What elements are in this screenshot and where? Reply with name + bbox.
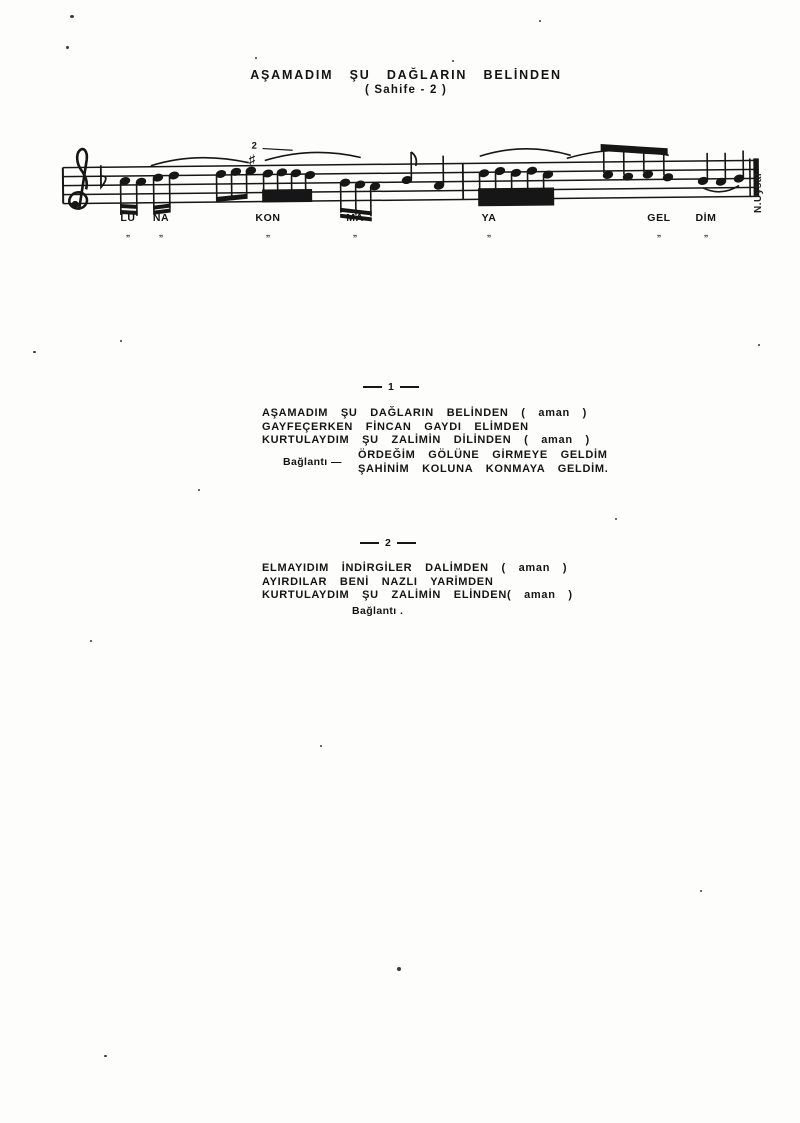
refrain-line: ŞAHİNİM KOLUNA KONMAYA GELDİM. [358, 462, 609, 475]
ditto-mark: „ [486, 228, 492, 238]
lyric-syllable [346, 213, 364, 239]
note-group-7 [601, 143, 674, 182]
tuplet-number: 2 [251, 140, 257, 152]
speckle [33, 351, 36, 353]
lyric-syllable [482, 213, 497, 239]
refrain-line: ÖRDEĞİM GÖLÜNE GİRMEYE GELDİM [358, 449, 608, 461]
speckle [615, 518, 617, 520]
syllable-text: DİM [695, 212, 717, 224]
speckle [320, 745, 322, 747]
note-group-1 [119, 176, 146, 216]
treble-clef-icon [69, 149, 88, 209]
verse2-lines [262, 562, 573, 603]
verse-line: GAYFEÇERKEN FİNCAN GAYDI ELİMDEN [262, 420, 529, 433]
marker-dash [363, 386, 382, 389]
lyric-syllable [153, 213, 169, 239]
syllable-text: NA [152, 212, 170, 224]
slur-1 [151, 157, 249, 166]
note-group-8 [697, 151, 744, 193]
speckle [397, 967, 401, 971]
marker-dash [360, 542, 379, 545]
syllable-text: LU [120, 212, 136, 224]
verse1-refrain [358, 449, 609, 476]
verse1-marker [363, 381, 419, 393]
ditto-mark: „ [703, 228, 709, 238]
verse-line: AŞAMADIM ŞU DAĞLARIN BELİNDEN ( aman ) [262, 407, 588, 419]
marker-dash [397, 542, 416, 545]
speckle [758, 344, 760, 346]
slur-2 [265, 152, 361, 161]
baglanti-note: Bağlantı . [352, 605, 404, 617]
sharp-accidental-icon: ♯ [248, 151, 256, 167]
speckle [70, 15, 74, 18]
speckle [66, 46, 69, 49]
ditto-mark: „ [656, 228, 662, 238]
speckle [700, 890, 702, 892]
syllable-text: MA [346, 212, 364, 224]
verse2-marker [360, 537, 416, 549]
lyric-syllable [695, 213, 716, 239]
speckle [120, 340, 122, 342]
verse-line: KURTULAYDIM ŞU ZALİMİN ELİNDEN( aman ) [262, 589, 573, 602]
eighth-note [401, 152, 416, 185]
syllable-text: GEL [647, 212, 671, 224]
marker-dash [400, 386, 419, 389]
ditto-mark: „ [352, 228, 358, 238]
lyric-syllable [647, 213, 670, 239]
syllable-text: YA [481, 212, 497, 224]
lyric-syllable [255, 213, 280, 239]
tie-below [703, 186, 739, 192]
song-title: AŞAMADIM ŞU DAĞLARIN BELİNDEN [250, 68, 562, 82]
ditto-mark: „ [125, 228, 131, 238]
key-signature-accidental [101, 165, 106, 187]
ditto-mark: „ [158, 228, 164, 238]
speckle [198, 489, 200, 491]
verse-line: ELMAYIDIM İNDİRGİLER DALİMDEN ( aman ) [262, 562, 568, 574]
speckle [539, 20, 541, 22]
syllable-text: KON [255, 212, 281, 224]
ditto-mark: „ [265, 228, 271, 238]
speckle [255, 57, 257, 59]
verse-line: AYIRDILAR BENİ NAZLI YARİMDEN [262, 575, 494, 588]
speckle [452, 60, 454, 62]
speckle [104, 1055, 107, 1057]
baglanti-label: Bağlantı — [283, 456, 342, 468]
note-group-4 [262, 168, 316, 203]
lyric-syllable [120, 213, 135, 239]
verse-number: 1 [388, 381, 394, 393]
title-block [0, 68, 800, 96]
page-subtitle: ( Sahife - 2 ) [365, 84, 447, 96]
speckle [90, 640, 92, 642]
slur-3 [480, 148, 571, 156]
tuplet-bracket [263, 148, 293, 150]
composer-credit: N.Uysal [753, 172, 764, 213]
verse-number: 2 [385, 537, 391, 549]
verse-line: KURTULAYDIM ŞU ZALİMİN DİLİNDEN ( aman ) [262, 434, 590, 447]
verse1-lines [262, 407, 590, 448]
